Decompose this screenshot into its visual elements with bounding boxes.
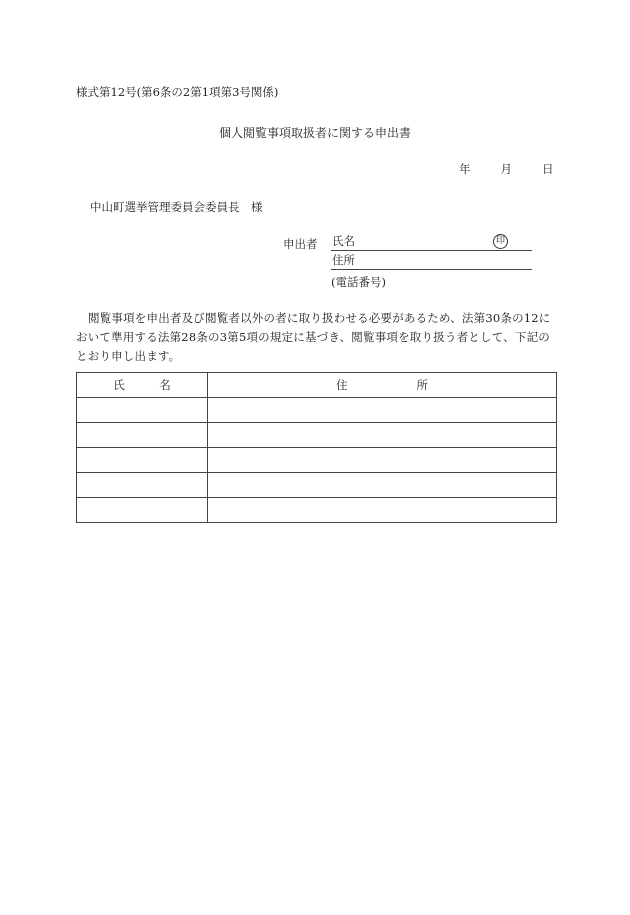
table-row [77, 473, 557, 498]
applicant-label: 申出者 [283, 237, 318, 251]
cell-address[interactable] [208, 423, 557, 448]
date-month: 月 [500, 162, 512, 176]
addressee: 中山町選挙管理委員会委員長 様 [90, 200, 263, 214]
form-number: 様式第12号(第6条の2第1項第3号関係) [76, 85, 279, 99]
handler-table [76, 372, 557, 523]
table-row [77, 398, 557, 423]
table-row [77, 498, 557, 523]
cell-name[interactable] [77, 398, 208, 423]
applicant-name-label: 氏名 [332, 234, 355, 248]
cell-address[interactable] [208, 448, 557, 473]
cell-name[interactable] [77, 473, 208, 498]
cell-name[interactable] [77, 448, 208, 473]
date-day: 日 [542, 162, 554, 176]
date-line [459, 161, 554, 177]
table-row [77, 448, 557, 473]
applicant-phone-label: (電話番号) [331, 275, 386, 289]
document-title: 個人閲覧事項取扱者に関する申出書 [218, 126, 411, 140]
applicant-address-label: 住所 [332, 253, 355, 267]
cell-name[interactable] [77, 498, 208, 523]
cell-address[interactable] [208, 473, 557, 498]
body-paragraph: 閲覧事項を申出者及び閲覧者以外の者に取り扱わせる必要があるため、法第30条の12において準用する法第28条の3第5項の規定に基づき、閲覧事項を取り扱う者として、下記のとおり申し出ます。 [76, 311, 551, 363]
table-header-row [77, 373, 557, 398]
date-year: 年 [459, 162, 471, 176]
seal-mark: 印 [493, 234, 508, 249]
header-name: 氏 名 [77, 373, 208, 398]
table-row [77, 423, 557, 448]
header-address: 住 所 [208, 373, 557, 398]
cell-address[interactable] [208, 398, 557, 423]
applicant-address-field[interactable] [331, 253, 532, 270]
cell-name[interactable] [77, 423, 208, 448]
cell-address[interactable] [208, 498, 557, 523]
